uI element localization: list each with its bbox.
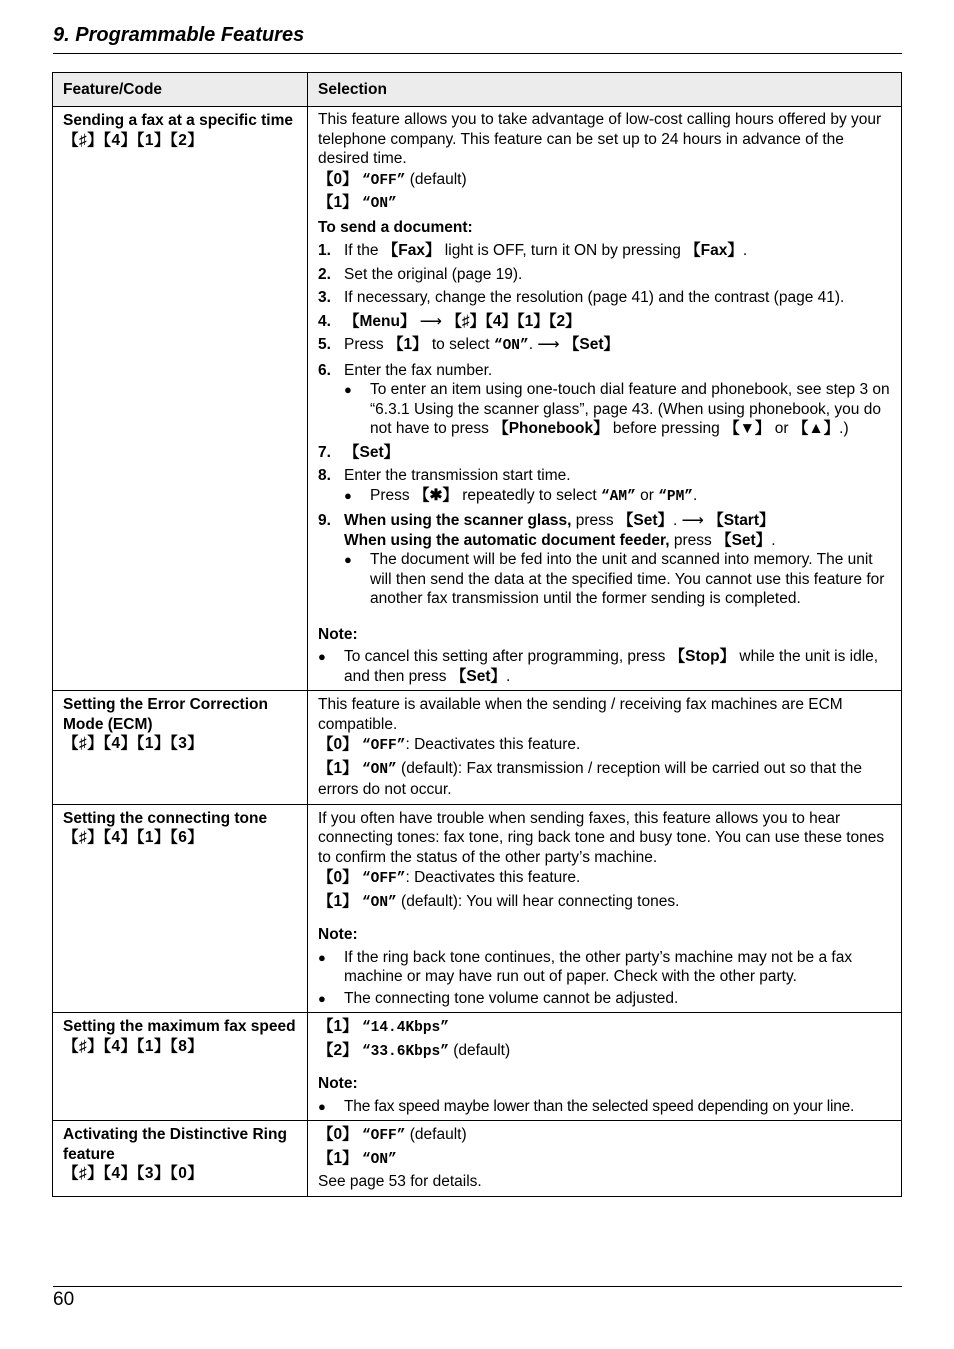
option-suffix: (default) (405, 170, 467, 188)
step-text: If necessary, change the resolution (page 41) and the contrast (page 41). (344, 289, 845, 306)
key-label: 【0】 (318, 1126, 358, 1143)
step-9 (318, 511, 892, 609)
bullet-text (344, 647, 892, 686)
key-label: 【Set】 (563, 336, 619, 353)
option-value: “14.4Kbps” (361, 1020, 449, 1036)
step-number: 4. (318, 312, 331, 330)
text: . (771, 531, 776, 549)
step-text (344, 241, 892, 261)
key-label: 【1】 (318, 892, 358, 910)
option-value: “OFF” (361, 871, 406, 887)
text: .) (839, 420, 849, 437)
key-label: 【Start】 (708, 512, 775, 529)
feature-code: 【♯】【4】【1】【2】 (63, 131, 204, 149)
key-label: 【✱】 (413, 486, 458, 504)
text: repeatedly to select (457, 486, 601, 504)
text: To cancel this setting after programming, press (344, 648, 670, 665)
send-heading: To send a document: (318, 218, 473, 236)
bullet-text: The connecting tone volume cannot be adjusted. (344, 989, 679, 1007)
arrow-icon: ⟶ (537, 336, 564, 353)
option-off (318, 868, 892, 890)
feature-name: Setting the connecting tone (63, 809, 268, 827)
arrow-icon: ⟶ (415, 312, 447, 330)
text: To enter an item using one-touch dial feature and phonebook, see step 3 on “6.3.1 Using the scanner glass”, page 43. (When using phonebook, you do not have to press (370, 381, 890, 437)
text: . (693, 486, 698, 504)
footer-rule (53, 1286, 902, 1287)
bullet-icon: ● (318, 649, 326, 664)
text: Press (344, 336, 388, 353)
note-label: Note: (318, 1075, 358, 1092)
text: before pressing (608, 420, 725, 437)
step-3 (318, 288, 892, 308)
key-label: 【♯】【4】【1】【2】 (446, 312, 581, 330)
option-value: “ON” (493, 338, 529, 354)
feature-name: Activating the Distinctive Ring feature (63, 1126, 287, 1163)
text: Press (370, 486, 414, 504)
table-row (53, 1013, 902, 1121)
features-table (52, 72, 902, 1197)
option-value: “ON” (361, 894, 397, 911)
text: . (528, 336, 538, 353)
option-value: “ON” (361, 196, 397, 212)
column-header-feature: Feature/Code (53, 73, 308, 107)
option-on (318, 1149, 892, 1171)
key-label: 【1】 (318, 759, 358, 777)
step-text: 【Set】 (344, 443, 400, 461)
text: light is OFF, turn it ON by pressing (440, 242, 686, 259)
text: . (742, 242, 748, 259)
selection-cell (308, 1013, 902, 1121)
option-suffix: (default): Fax transmission / reception will be carried out so that the errors do not occur. (318, 759, 862, 798)
feature-description: This feature allows you to take advantage of low-cost calling hours offered by your telephone company. This feature can be set up to 24 hours in advance of the desired time. (318, 111, 882, 167)
key-label: 【1】 (318, 1149, 358, 1167)
step-number: 7. (318, 443, 331, 461)
option-on (318, 759, 892, 800)
text: to select (427, 336, 494, 353)
step-number: 5. (318, 336, 331, 353)
feature-description: This feature is available when the sending / receiving fax machines are ECM compatible. (318, 696, 843, 733)
feature-code: 【♯】【4】【1】【6】 (63, 829, 204, 846)
option-suffix: : Deactivates this feature. (405, 736, 581, 753)
bullet-item (318, 948, 892, 987)
bullet-text: If the ring back tone continues, the other party’s machine may not be a fax machine or may have run out of paper. Check with the other party. (344, 948, 853, 985)
option-value: “AM” (600, 488, 636, 505)
key-label: 【Set】 (450, 667, 506, 685)
text: When using the scanner glass, (344, 512, 572, 529)
option-suffix: : Deactivates this feature. (405, 869, 581, 886)
selection-cell (308, 1121, 902, 1197)
step-text (344, 335, 892, 357)
text: press (571, 512, 618, 529)
text: . (505, 667, 511, 685)
option-suffix: (default) (448, 1041, 511, 1059)
arrow-icon: ⟶ (681, 512, 709, 529)
bullet-icon: ● (318, 949, 326, 965)
bullet-icon: ● (344, 487, 352, 503)
step-number: 2. (318, 265, 331, 283)
bullet-item (344, 380, 892, 439)
feature-cell (53, 804, 308, 1013)
table-row (53, 1121, 902, 1197)
step-4 (318, 312, 892, 332)
option-value: “OFF” (361, 1128, 406, 1144)
option-off (318, 1125, 892, 1147)
key-label: 【Fax】 (382, 242, 441, 259)
step-1 (318, 241, 892, 261)
feature-cell (53, 107, 308, 691)
feature-name: Sending a fax at a specific time (63, 112, 293, 129)
table-row (53, 804, 902, 1013)
text: or (635, 486, 659, 504)
option-value: “ON” (361, 1151, 397, 1168)
column-header-selection: Selection (308, 73, 902, 107)
option-value: “PM” (658, 488, 693, 505)
table-row (53, 107, 902, 691)
key-label: 【0】 (318, 170, 358, 188)
option-off (318, 170, 892, 192)
bullet-icon: ● (318, 990, 326, 1006)
step-line (344, 531, 892, 551)
text: press (669, 531, 717, 549)
key-label: 【Menu】 (344, 312, 416, 330)
key-label: 【1】 (387, 336, 428, 353)
feature-name: Setting the Error Correction Mode (ECM) (63, 696, 268, 733)
key-label: 【Stop】 (669, 648, 736, 665)
see-reference: See page 53 for details. (318, 1173, 482, 1190)
note-label: Note: (318, 926, 358, 943)
bullet-text: The document will be fed into the unit and scanned into memory. The unit will then send the data at the specified time. You cannot use this feature for another fax transmission until the former sending is completed. (370, 551, 885, 607)
section-title: 9. Programmable Features (53, 24, 305, 46)
page-number: 60 (53, 1289, 75, 1310)
page-header (53, 22, 902, 54)
step-number: 3. (318, 289, 331, 306)
bullet-item (344, 550, 892, 609)
option-value: “33.6Kbps” (361, 1043, 449, 1060)
table-header-row (53, 73, 902, 107)
step-6 (318, 361, 892, 439)
key-label: 【▲】 (792, 420, 840, 437)
key-label: 【1】 (318, 194, 358, 211)
step-number: 1. (318, 242, 331, 259)
option-on (318, 193, 892, 215)
key-label: 【0】 (318, 736, 358, 753)
feature-code: 【♯】【4】【3】【0】 (63, 1165, 204, 1182)
step-number: 6. (318, 361, 331, 379)
bullet-item (318, 647, 892, 686)
key-label: 【Set】 (617, 512, 674, 529)
step-text (344, 361, 892, 439)
option-value: “OFF” (361, 172, 406, 189)
key-label: 【1】 (318, 1018, 358, 1035)
feature-cell (53, 1013, 308, 1121)
bullet-item (318, 989, 892, 1009)
text: while the unit is idle, and then press (344, 648, 879, 685)
bullet-icon: ● (344, 382, 352, 397)
bullet-icon: ● (318, 1098, 326, 1114)
step-number: 8. (318, 467, 331, 484)
note-label: Note: (318, 625, 358, 643)
bullet-text (370, 380, 892, 439)
table-row (53, 691, 902, 805)
bullet-item (318, 1097, 892, 1117)
option-33k (318, 1041, 892, 1063)
option-suffix: (default) (405, 1126, 467, 1143)
text: Enter the transmission start time. (344, 467, 571, 484)
selection-cell (308, 691, 902, 805)
feature-cell (53, 1121, 308, 1197)
text: When using the automatic document feeder, (344, 531, 670, 549)
step-7 (318, 443, 892, 463)
text: or (770, 420, 793, 437)
selection-cell (308, 804, 902, 1013)
step-5 (318, 335, 892, 357)
text: Enter the fax number. (344, 361, 493, 379)
option-value: “OFF” (361, 738, 406, 754)
option-off (318, 735, 892, 757)
key-label: 【Set】 (716, 531, 772, 549)
feature-name: Setting the maximum fax speed (63, 1018, 296, 1035)
key-label: 【Phonebook】 (493, 420, 609, 437)
bullet-text (370, 486, 892, 508)
key-label: 【0】 (318, 869, 358, 886)
option-14k (318, 1017, 892, 1039)
option-suffix: (default): You will hear connecting tones. (396, 892, 680, 910)
step-text (344, 466, 892, 507)
bullet-item (344, 486, 892, 508)
key-label: 【▼】 (724, 420, 771, 437)
selection-cell (308, 107, 902, 691)
key-label: 【Fax】 (685, 242, 743, 259)
feature-code: 【♯】【4】【1】【3】 (63, 735, 204, 752)
step-text (344, 511, 892, 609)
step-line (344, 511, 892, 531)
text: . (673, 512, 682, 529)
text: If the (344, 242, 383, 259)
bullet-text: The fax speed maybe lower than the selected speed depending on your line. (344, 1097, 855, 1115)
option-value: “ON” (361, 761, 397, 778)
step-8 (318, 466, 892, 507)
feature-description: If you often have trouble when sending faxes, this feature allows you to hear connecting tones: fax tone, ring back tone and busy tone. You can use these tones to confirm the status of the other party’s machine. (318, 809, 885, 866)
step-number: 9. (318, 512, 331, 529)
step-text (344, 312, 892, 332)
feature-code: 【♯】【4】【1】【8】 (63, 1037, 204, 1055)
option-on (318, 892, 892, 914)
step-text: Set the original (page 19). (344, 265, 523, 283)
key-label: 【2】 (318, 1041, 358, 1059)
feature-cell (53, 691, 308, 805)
bullet-icon: ● (344, 552, 352, 567)
step-2 (318, 265, 892, 285)
